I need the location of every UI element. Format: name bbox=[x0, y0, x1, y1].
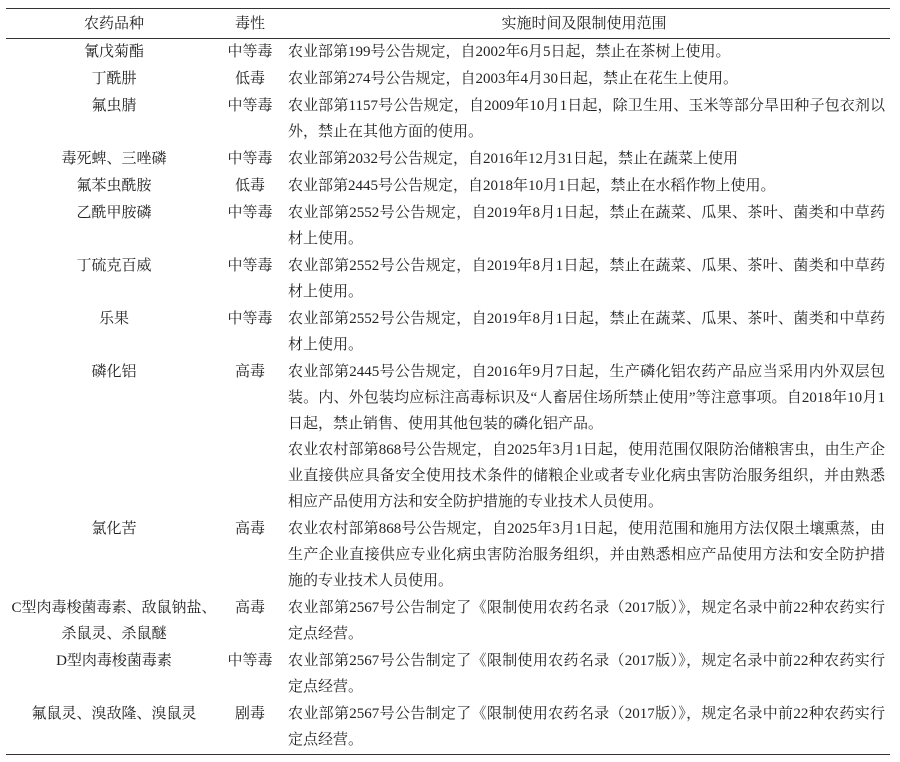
pesticide-name: 丁硫克百威 bbox=[76, 258, 152, 274]
pesticide-name: 丁酰肼 bbox=[91, 71, 137, 87]
pesticide-name: 毒死蜱、三唑磷 bbox=[61, 151, 167, 167]
table-row bbox=[6, 648, 890, 701]
restriction-details bbox=[278, 648, 890, 701]
header-row bbox=[6, 9, 890, 39]
toxicity-level: 中等毒 bbox=[227, 44, 273, 60]
table-row bbox=[6, 93, 890, 146]
toxicity-level: 中等毒 bbox=[227, 258, 273, 274]
restriction-details bbox=[278, 173, 890, 200]
table-row bbox=[6, 66, 890, 93]
restriction-paragraph: 农业部第2552号公告规定，自2019年8月1日起，禁止在蔬菜、瓜果、茶叶、菌类和中草药材上使用。 bbox=[288, 258, 885, 300]
restriction-details bbox=[278, 39, 890, 67]
restriction-details bbox=[278, 146, 890, 173]
pesticide-name: 乐果 bbox=[98, 311, 129, 327]
header-toxicity: 毒性 bbox=[234, 15, 265, 32]
pesticide-name: D型肉毒梭菌毒素 bbox=[56, 653, 172, 669]
restriction-details bbox=[278, 93, 890, 146]
pesticide-name: 氟虫腈 bbox=[91, 98, 137, 114]
toxicity-level: 高毒 bbox=[234, 600, 265, 616]
restriction-paragraph: 农业农村部第868号公告规定，自2025年3月1日起，使用范围仅限防治储粮害虫，由生产企业直接供应具备安全使用技术条件的储粮企业或者专业化病虫害防治服务组织，并由熟悉相应产品使用方法和安全防护措施的专业技术人员使用。 bbox=[288, 442, 885, 510]
toxicity-level: 中等毒 bbox=[227, 311, 273, 327]
restriction-paragraph: 农业部第199号公告规定，自2002年6月5日起，禁止在茶树上使用。 bbox=[288, 44, 731, 60]
restriction-paragraph: 农业部第2445号公告规定，自2016年9月7日起，生产磷化铝农药产品应当采用内外双层包装。内、外包装均应标注高毒标识及“人畜居住场所禁止使用”等注意事项。自2018年10月1日起，禁止销售、使用其他包装的磷化铝产品。 bbox=[288, 364, 885, 432]
table-row bbox=[6, 306, 890, 359]
toxicity-level: 剧毒 bbox=[234, 706, 265, 722]
header-pesticide-variety: 农药品种 bbox=[83, 15, 144, 32]
pesticide-name: C型肉毒梭菌毒素、敌鼠钠盐、杀鼠灵、杀鼠醚 bbox=[11, 600, 217, 642]
toxicity-level: 中等毒 bbox=[227, 205, 273, 221]
table-row bbox=[6, 39, 890, 67]
toxicity-level: 中等毒 bbox=[227, 151, 273, 167]
toxicity-level: 中等毒 bbox=[227, 98, 273, 114]
restriction-details bbox=[278, 516, 890, 595]
pesticide-name: 氰戊菊酯 bbox=[83, 44, 144, 60]
restriction-details bbox=[278, 701, 890, 755]
toxicity-level: 低毒 bbox=[234, 178, 265, 194]
restriction-paragraph: 农业部第2552号公告规定，自2019年8月1日起，禁止在蔬菜、瓜果、茶叶、菌类和中草药材上使用。 bbox=[288, 311, 885, 353]
pesticide-name: 磷化铝 bbox=[91, 364, 137, 380]
restriction-paragraph: 农业部第2552号公告规定，自2019年8月1日起，禁止在蔬菜、瓜果、茶叶、菌类和中草药材上使用。 bbox=[288, 205, 885, 247]
restriction-details bbox=[278, 306, 890, 359]
table-body bbox=[6, 39, 890, 755]
restriction-details bbox=[278, 253, 890, 306]
table-row bbox=[6, 200, 890, 253]
table-row bbox=[6, 173, 890, 200]
restriction-details bbox=[278, 200, 890, 253]
table-row bbox=[6, 146, 890, 173]
restriction-paragraph: 农业农村部第868号公告规定，自2025年3月1日起，使用范围和施用方法仅限土壤熏蒸，由生产企业直接供应专业化病虫害防治服务组织，并由熟悉相应产品使用方法和安全防护措施的专业技术人员使用。 bbox=[288, 521, 885, 589]
table-header bbox=[6, 9, 890, 39]
header-implementation-scope: 实施时间及限制使用范围 bbox=[501, 15, 667, 32]
pesticide-name: 氯化苦 bbox=[91, 521, 137, 537]
table-row bbox=[6, 253, 890, 306]
toxicity-level: 低毒 bbox=[234, 71, 265, 87]
restriction-paragraph: 农业部第2445号公告规定，自2018年10月1日起，禁止在水稻作物上使用。 bbox=[288, 178, 776, 194]
restriction-paragraph: 农业部第1157号公告规定，自2009年10月1日起，除卫生用、玉米等部分旱田种子包衣剂以外，禁止在其他方面的使用。 bbox=[288, 98, 885, 140]
pesticide-name: 氟苯虫酰胺 bbox=[76, 178, 152, 194]
pesticide-restriction-table bbox=[6, 8, 890, 755]
table-row bbox=[6, 359, 890, 516]
restriction-paragraph: 农业部第2567号公告制定了《限制使用农药名录（2017版）》，规定名录中前22种农药实行定点经营。 bbox=[288, 653, 885, 695]
table-row bbox=[6, 701, 890, 755]
table-row bbox=[6, 516, 890, 595]
toxicity-level: 高毒 bbox=[234, 364, 265, 380]
pesticide-name: 乙酰甲胺磷 bbox=[76, 205, 152, 221]
restriction-details bbox=[278, 66, 890, 93]
table-row bbox=[6, 595, 890, 648]
restriction-paragraph: 农业部第2567号公告制定了《限制使用农药名录（2017版）》，规定名录中前22种农药实行定点经营。 bbox=[288, 706, 885, 748]
toxicity-level: 高毒 bbox=[234, 521, 265, 537]
toxicity-level: 中等毒 bbox=[227, 653, 273, 669]
pesticide-name: 氟鼠灵、溴敌隆、溴鼠灵 bbox=[31, 706, 197, 722]
restriction-paragraph: 农业部第274号公告规定，自2003年4月30日起，禁止在花生上使用。 bbox=[288, 71, 739, 87]
restriction-details bbox=[278, 359, 890, 516]
restriction-paragraph: 农业部第2032号公告规定，自2016年12月31日起，禁止在蔬菜上使用 bbox=[288, 151, 739, 167]
restriction-details bbox=[278, 595, 890, 648]
restriction-paragraph: 农业部第2567号公告制定了《限制使用农药名录（2017版）》，规定名录中前22种农药实行定点经营。 bbox=[288, 600, 885, 642]
